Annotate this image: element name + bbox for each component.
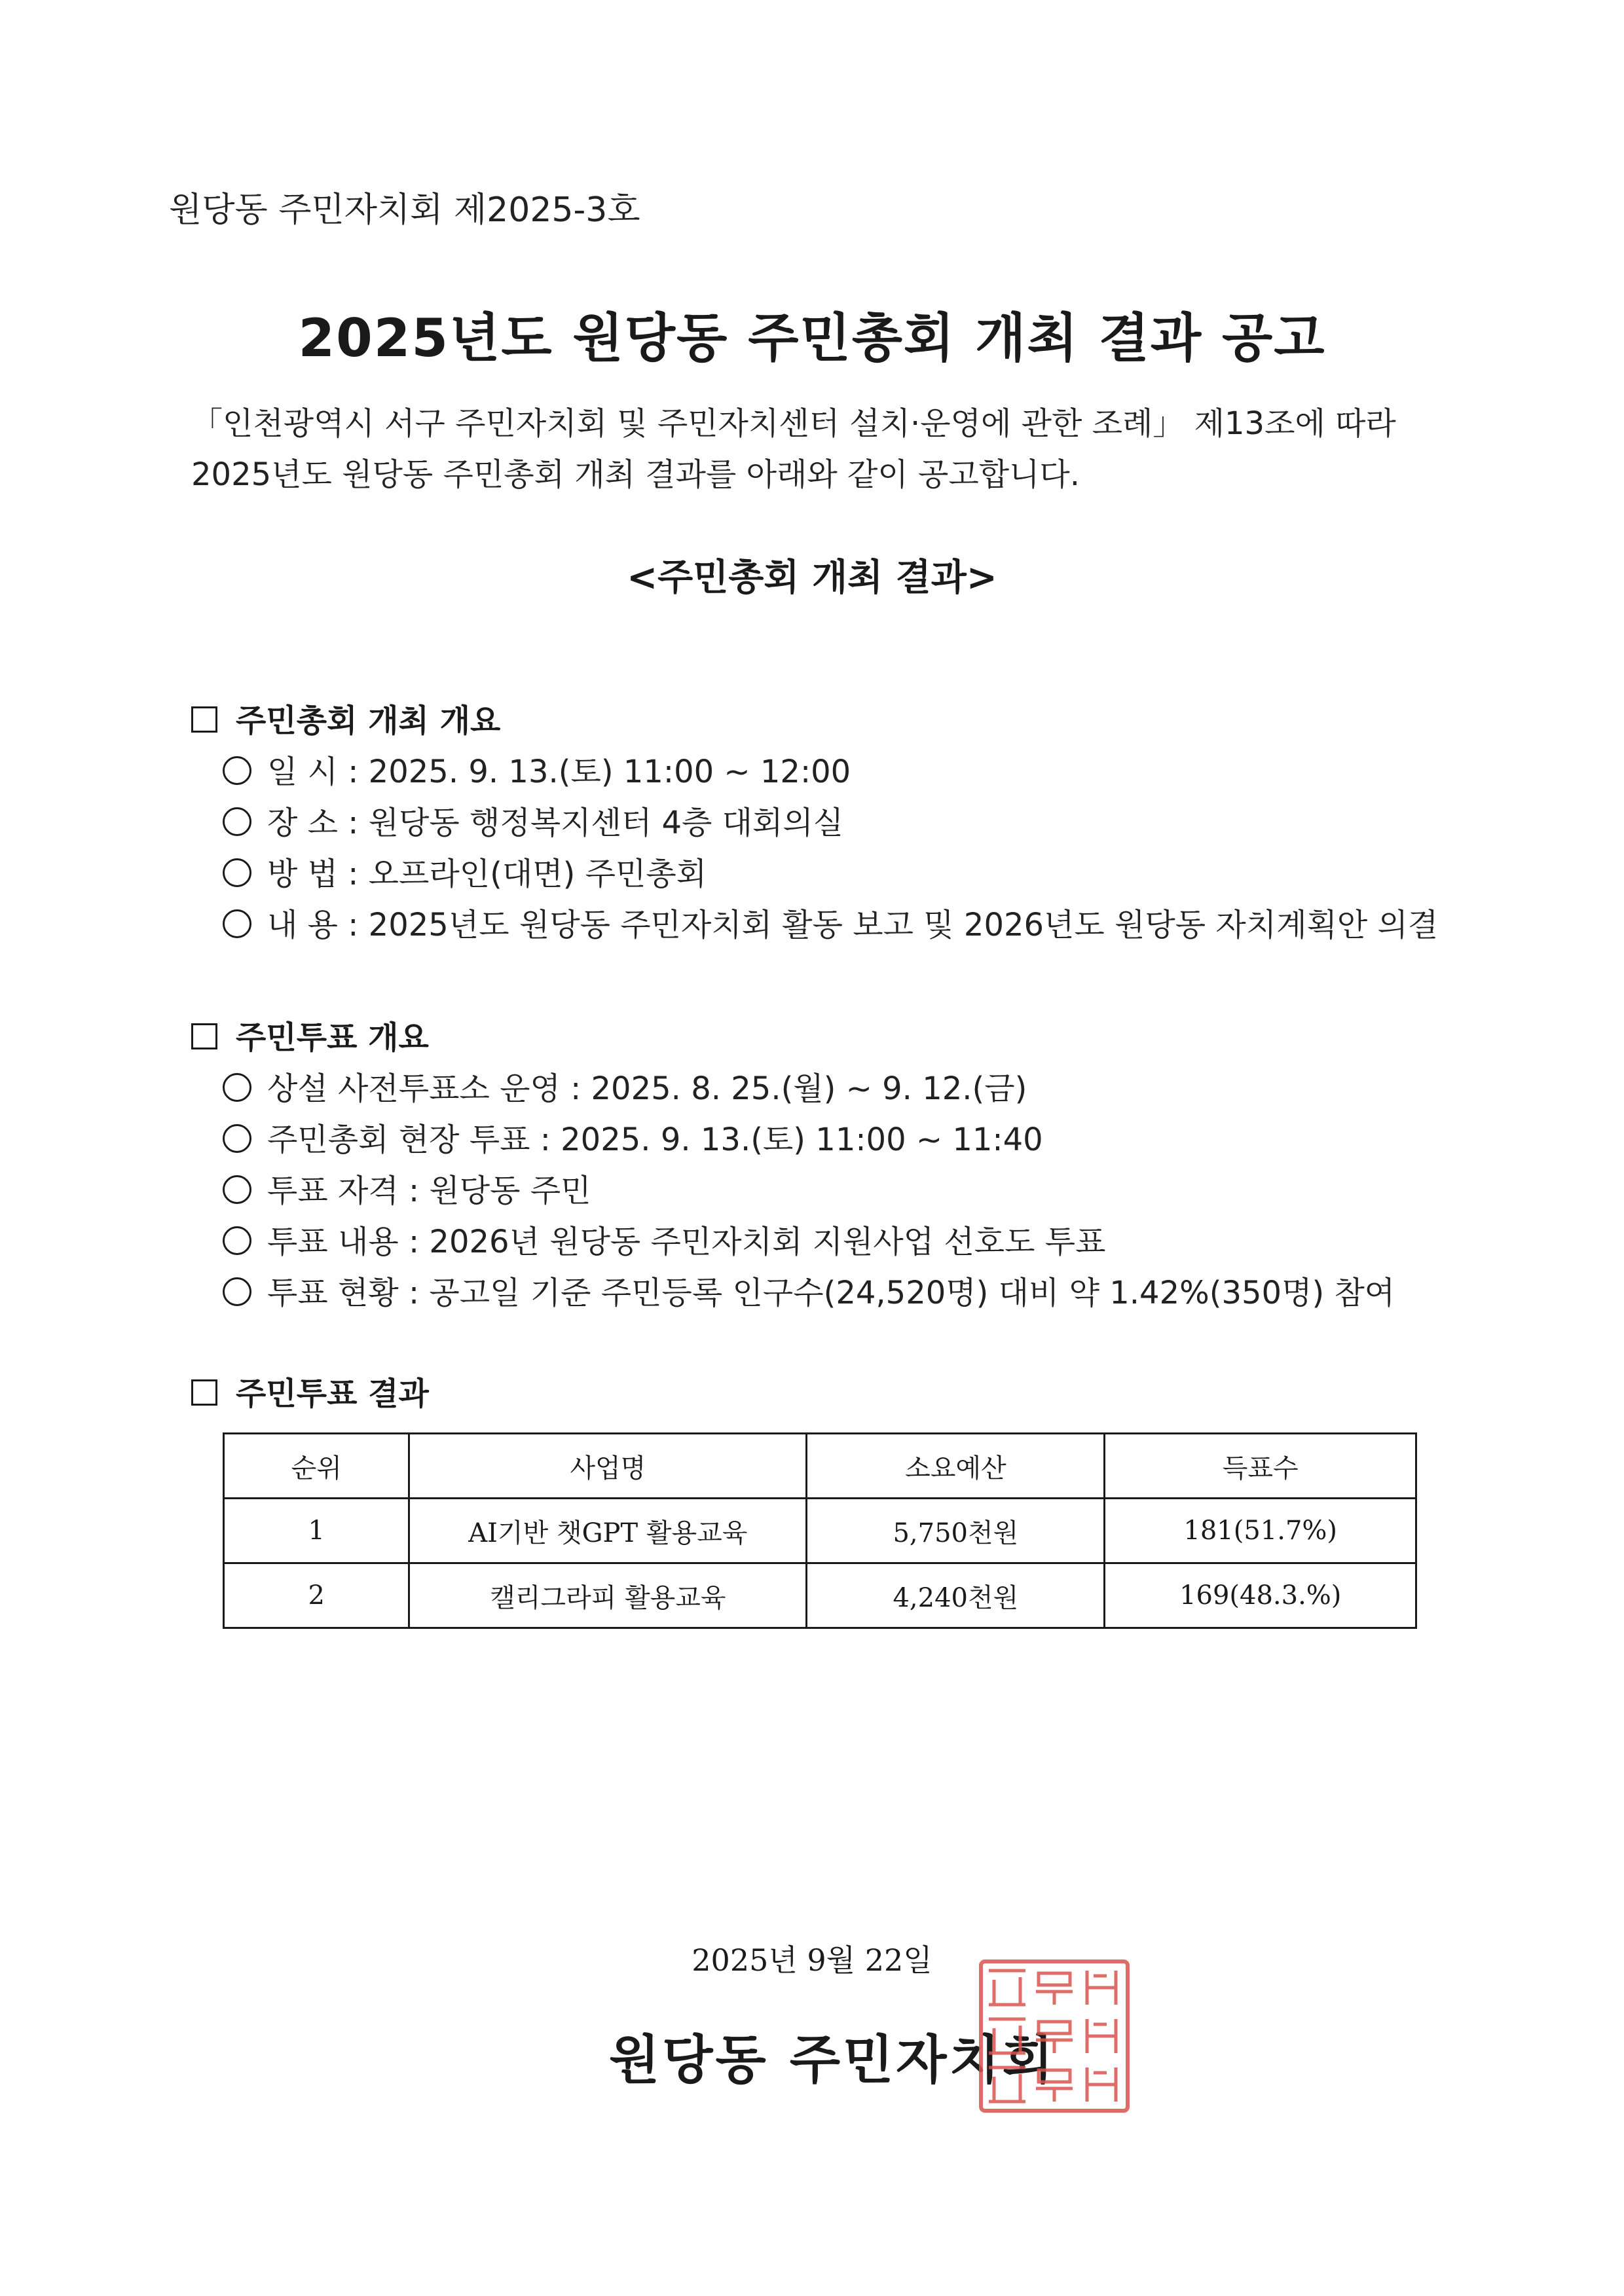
column-header-rank: 순위 [224,1434,409,1499]
seal-glyph [1036,2022,1073,2053]
circle-bullet-icon [223,909,251,938]
vote-item [223,1165,591,1211]
column-header-project: 사업명 [409,1434,807,1499]
seal-glyph [989,1971,1025,2005]
vote-item-text: 투표 자격 : 원당동 주민 [267,1173,591,1209]
vote-results-table [223,1432,1417,1629]
circle-bullet-icon [223,756,251,785]
checkbox-square-icon [191,706,217,733]
seal-glyph [1087,2019,1116,2053]
section-heading-text: 주민투표 개요 [236,1019,429,1056]
table-row [224,1563,1416,1628]
cell-budget: 5,750천원 [807,1499,1105,1563]
vote-item [223,1267,1395,1313]
vote-item-text: 투표 현황 : 공고일 기준 주민등록 인구수(24,520명) 대비 약 1.42%(350명) 참여 [267,1275,1395,1311]
column-header-votes: 득표수 [1105,1434,1416,1499]
official-seal-icon [976,1956,1133,2116]
section-heading-overview [191,695,500,740]
circle-bullet-icon [223,1277,251,1306]
circle-bullet-icon [223,1124,251,1153]
overview-item [223,848,707,894]
cell-budget: 4,240천원 [807,1563,1105,1628]
seal-glyph [1036,2070,1073,2102]
table-row [224,1499,1416,1563]
vote-item-text: 주민총회 현장 투표 : 2025. 9. 13.(토) 11:00 ~ 11:40 [267,1121,1043,1158]
circle-bullet-icon [223,1226,251,1255]
overview-item-text: 장 소 : 원당동 행정복지센터 4층 대회의실 [267,805,844,841]
cell-project: AI기반 챗GPT 활용교육 [409,1499,807,1563]
table-header-row [224,1434,1416,1499]
column-header-budget: 소요예산 [807,1434,1105,1499]
issue-date: 2025년 9월 22일 [692,1942,932,1978]
cell-votes: 181(51.7%) [1105,1499,1416,1563]
cell-votes: 169(48.3.%) [1105,1563,1416,1628]
page-title: 2025년도 원당동 주민총회 개최 결과 공고 [298,308,1326,369]
vote-item [223,1114,1043,1159]
organization-name: 원당동 주민자치회 [609,2030,1056,2090]
section-heading-vote [191,1012,429,1057]
cell-rank: 1 [224,1499,409,1563]
overview-item [223,900,1438,945]
intro-line-2: 2025년도 원당동 주민총회 개최 결과를 아래와 같이 공고합니다. [191,456,1080,493]
cell-rank: 2 [224,1563,409,1628]
seal-glyph [989,2019,1025,2053]
seal-glyph [989,2068,1025,2102]
circle-bullet-icon [223,807,251,836]
overview-item-text: 방 법 : 오프라인(대면) 주민총회 [267,856,707,892]
vote-item [223,1216,1106,1262]
seal-glyph [1087,1971,1116,2005]
seal-glyph [1036,1973,1073,2005]
circle-bullet-icon [223,1073,251,1102]
vote-item-text: 투표 내용 : 2026년 원당동 주민자치회 지원사업 선호도 투표 [267,1224,1106,1260]
checkbox-square-icon [191,1023,217,1049]
checkbox-square-icon [191,1379,217,1406]
overview-item-text: 일 시 : 2025. 9. 13.(토) 11:00 ~ 12:00 [267,754,851,790]
results-subtitle: <주민총회 개최 결과> [627,556,997,599]
vote-item-text: 상설 사전투표소 운영 : 2025. 8. 25.(월) ~ 9. 12.(금) [267,1070,1027,1107]
cell-project: 캘리그라피 활용교육 [409,1563,807,1628]
section-heading-text: 주민투표 결과 [236,1376,429,1412]
circle-bullet-icon [223,1175,251,1204]
intro-line-1: 「인천광역시 서구 주민자치회 및 주민자치센터 설치·운영에 관한 조례」 제13조에 따라 [191,405,1396,442]
seal-glyph [1087,2068,1116,2102]
overview-item-text: 내 용 : 2025년도 원당동 주민자치회 활동 보고 및 2026년도 원당동 자치계획안 의결 [267,907,1439,943]
section-heading-text: 주민총회 개최 개요 [236,702,501,739]
vote-item [223,1063,1027,1108]
section-heading-results [191,1368,429,1413]
overview-item [223,797,843,843]
overview-item [223,746,851,792]
circle-bullet-icon [223,858,251,887]
document-number: 원당동 주민자치회 제2025-3호 [169,191,640,230]
